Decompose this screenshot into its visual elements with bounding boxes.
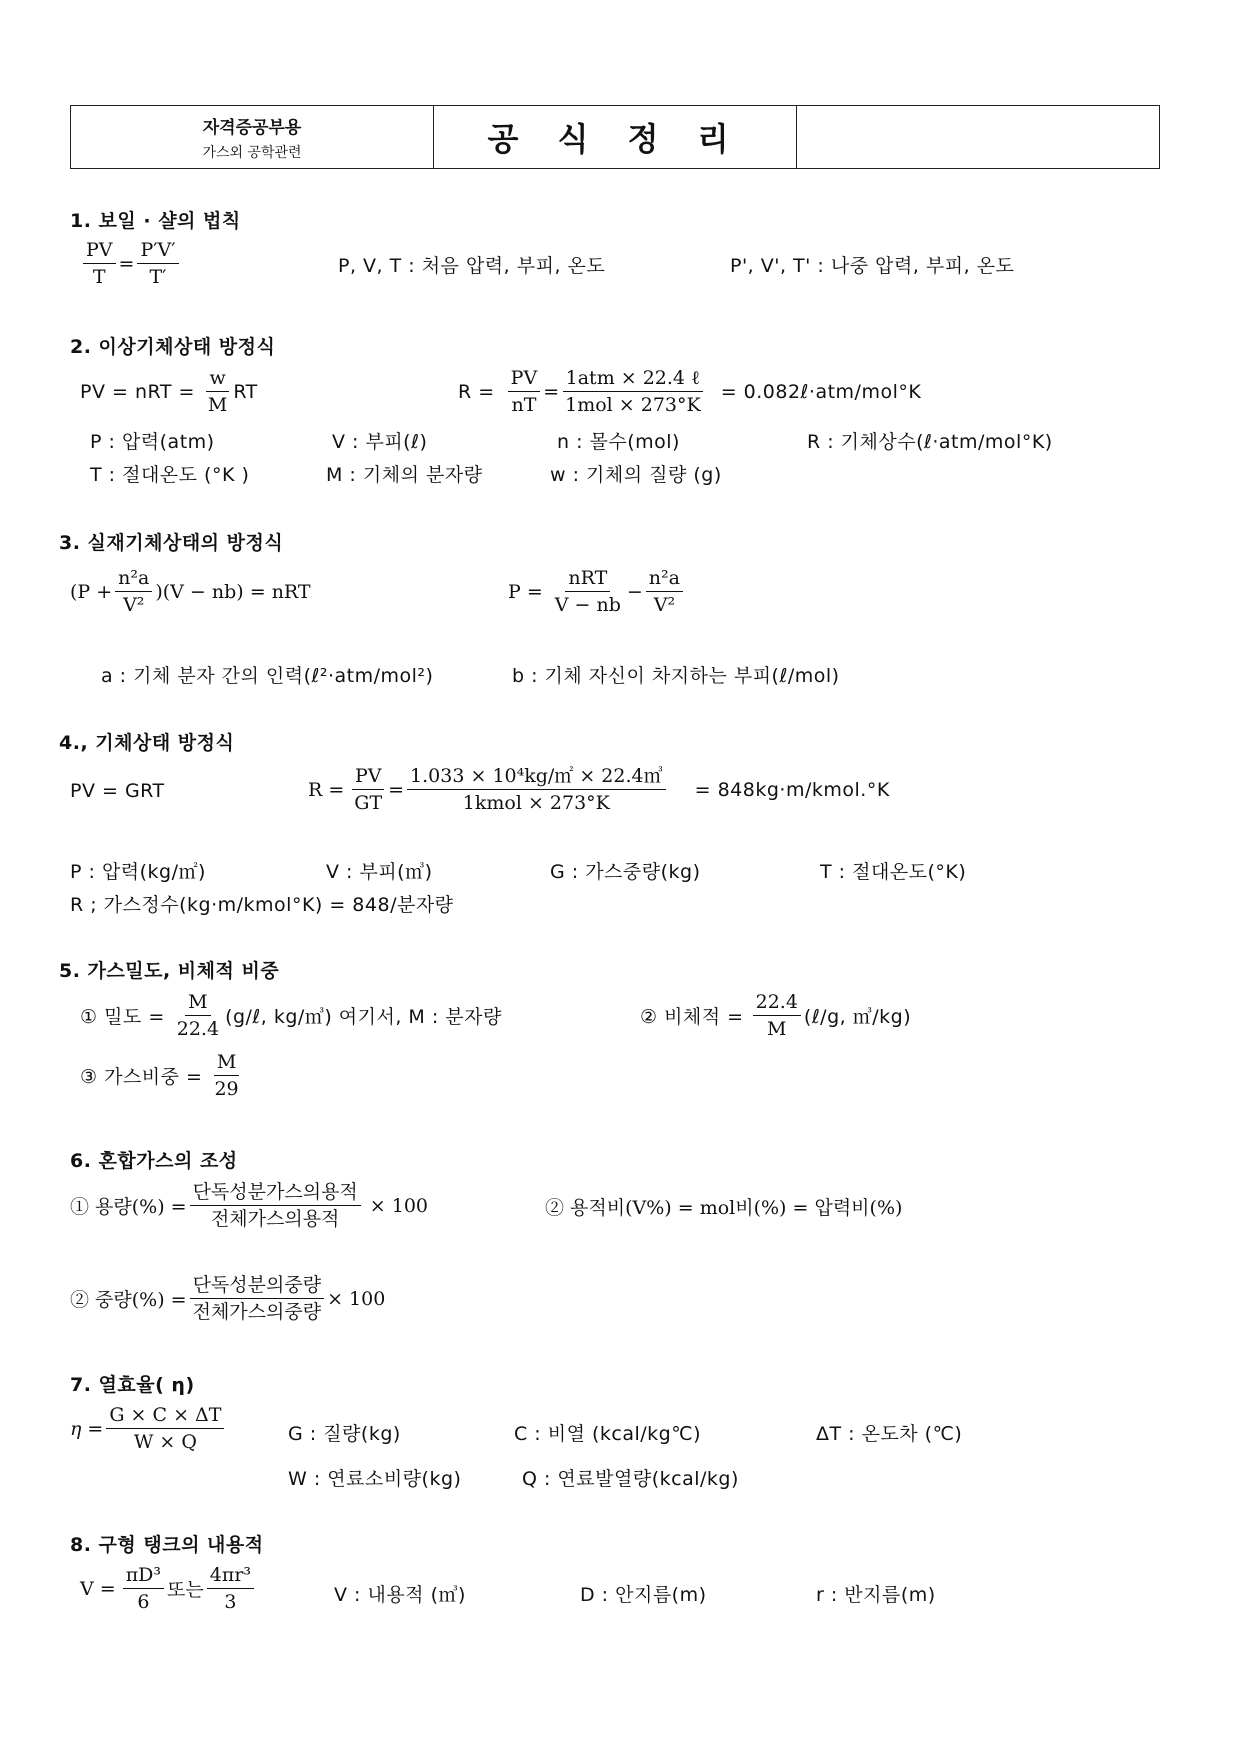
- header-cell-title: [434, 106, 797, 168]
- fraction-numerator: PV: [352, 764, 385, 790]
- section-4-title: 4., 기체상태 방정식: [59, 732, 235, 754]
- fraction-numerator: 1atm × 22.4 ℓ: [563, 366, 704, 392]
- variable-description: T : 절대온도 (°K ): [90, 464, 250, 486]
- fraction-numerator: πD³: [123, 1563, 164, 1589]
- equals-sign: =: [118, 252, 135, 275]
- fraction-denominator: 1kmol × 273°K: [462, 792, 610, 814]
- fraction-numerator: 단독성분가스의용적: [190, 1180, 361, 1206]
- fraction-denominator: M: [767, 1018, 787, 1040]
- variable-description: C : 비열 (kcal/kg℃): [514, 1423, 701, 1445]
- formula-text: RT: [233, 380, 258, 403]
- formula-text: ② 중량(%) =: [70, 1289, 187, 1311]
- fraction-numerator: G × C × ΔT: [106, 1403, 224, 1429]
- variable-description: Q : 연료발열량(kcal/kg): [522, 1468, 739, 1490]
- formula-text: (g/ℓ, kg/㎥) 여기서, M : 분자량: [225, 1006, 502, 1028]
- fraction-denominator: V − nb: [554, 594, 621, 616]
- fraction-numerator: PV: [83, 238, 116, 264]
- fraction-numerator: 4πr³: [207, 1563, 254, 1589]
- minus-sign: −: [626, 580, 643, 603]
- fraction-denominator: V²: [123, 594, 145, 616]
- variable-description: R ; 가스정수(kg·m/kmol°K) = 848/분자량: [70, 894, 454, 916]
- section-3-title: 3. 실재기체상태의 방정식: [59, 532, 284, 554]
- fraction-numerator: n²a: [115, 566, 152, 592]
- fraction-denominator: 29: [214, 1078, 239, 1100]
- variable-description: n : 몰수(mol): [557, 431, 680, 453]
- fraction-numerator: 1.033 × 10⁴kg/㎡ × 22.4㎥: [407, 764, 666, 790]
- formula-text: ② 비체적 =: [640, 1006, 744, 1028]
- formula-boyle-charles: [80, 238, 182, 289]
- equals-sign: =: [388, 778, 405, 801]
- variable-description: b : 기체 자신이 차지하는 부피(ℓ/mol): [512, 665, 840, 687]
- fraction-numerator: M: [214, 1050, 239, 1076]
- formula-text: × 100: [369, 1194, 429, 1217]
- fraction-denominator: 6: [137, 1591, 150, 1613]
- fraction-numerator: w: [206, 366, 228, 392]
- fraction-denominator: W × Q: [133, 1431, 197, 1453]
- fraction-denominator: nT: [511, 394, 537, 416]
- formula-van-der-waals-pressure: [508, 566, 686, 617]
- variable-description: G : 가스중량(kg): [550, 861, 701, 883]
- formula-text: (P +: [70, 580, 113, 603]
- fraction-denominator: 1mol × 273°K: [565, 394, 701, 416]
- variable-description: G : 질량(kg): [288, 1423, 401, 1445]
- formula-van-der-waals: [70, 566, 311, 617]
- formula-specific-volume: [640, 990, 911, 1041]
- section-1-title: 1. 보일 · 샬의 법칙: [70, 210, 241, 232]
- formula-gas-state: PV = GRT: [70, 780, 165, 802]
- formula-text: R =: [458, 380, 495, 403]
- variable-description: ΔT : 온도차 (℃): [816, 1423, 963, 1445]
- variable-description: P, V, T : 처음 압력, 부피, 온도: [338, 255, 606, 277]
- fraction-denominator: V²: [653, 594, 676, 616]
- header-table: [70, 105, 1160, 169]
- formula-text: 또는: [167, 1579, 204, 1601]
- header-cell-left: [71, 106, 434, 168]
- fraction-denominator: 전체가스의중량: [192, 1301, 322, 1323]
- formula-density: [80, 990, 502, 1041]
- fraction-denominator: 22.4: [176, 1018, 220, 1040]
- formula-sphere-volume: [80, 1563, 257, 1614]
- formula-gas-specific-gravity: [80, 1050, 245, 1101]
- variable-description: D : 안지름(m): [580, 1584, 707, 1606]
- header-cell-empty: [797, 106, 1159, 168]
- fraction-numerator: PV: [508, 366, 541, 392]
- formula-text: (ℓ/g, ㎥/kg): [803, 1006, 912, 1028]
- formula-volume-ratio: ② 용적비(V%) = mol비(%) = 압력비(%): [545, 1197, 903, 1219]
- variable-description: R : 기체상수(ℓ·atm/mol°K): [807, 431, 1053, 453]
- fraction-denominator: 3: [224, 1591, 237, 1613]
- formula-text: × 100: [327, 1287, 386, 1310]
- formula-gas-constant: [458, 366, 921, 417]
- header-category: 가스외 공학관련: [202, 144, 302, 161]
- fraction-denominator: 전체가스의용적: [210, 1208, 340, 1230]
- formula-text: P =: [508, 580, 543, 603]
- header-subject: 자격증공부용: [202, 117, 302, 138]
- formula-text: ① 용량(%) =: [70, 1196, 187, 1218]
- fraction-numerator: n²a: [646, 566, 683, 592]
- page-title: 공 식 정 리: [487, 120, 743, 158]
- fraction-numerator: 단독성분의중량: [190, 1273, 324, 1299]
- variable-description: w : 기체의 질량 (g): [550, 464, 722, 486]
- formula-thermal-efficiency: [70, 1403, 227, 1454]
- variable-description: M : 기체의 분자량: [326, 464, 483, 486]
- formula-volume-percent: [70, 1180, 428, 1231]
- fraction-numerator: M: [185, 990, 210, 1016]
- fraction-denominator: T: [92, 266, 106, 288]
- formula-text: ③ 가스비중 =: [80, 1066, 203, 1088]
- variable-description: r : 반지름(m): [816, 1584, 936, 1606]
- formula-result: = 848kg·m/kmol.°K: [694, 778, 890, 801]
- formula-weight-percent: [70, 1273, 385, 1324]
- formula-text: η =: [70, 1417, 104, 1440]
- fraction-numerator: P′V′: [137, 238, 178, 264]
- formula-gas-constant-si: [308, 764, 890, 815]
- formula-ideal-gas: [80, 366, 258, 417]
- variable-description: V : 부피(㎥): [326, 861, 433, 883]
- variable-description: a : 기체 분자 간의 인력(ℓ²·atm/mol²): [101, 665, 434, 687]
- variable-description: P : 압력(atm): [90, 431, 215, 453]
- formula-text: V =: [80, 1577, 116, 1600]
- formula-text: PV = nRT =: [80, 380, 195, 403]
- section-7-title: 7. 열효율( η): [70, 1374, 195, 1396]
- equals-sign: =: [543, 380, 560, 403]
- fraction-numerator: 22.4: [753, 990, 801, 1016]
- formula-text: R =: [308, 778, 345, 801]
- section-6-title: 6. 혼합가스의 조성: [70, 1150, 238, 1172]
- formula-text: ① 밀도 =: [80, 1006, 165, 1028]
- variable-description: V : 부피(ℓ): [332, 431, 428, 453]
- section-5-title: 5. 가스밀도, 비체적 비중: [59, 960, 280, 982]
- variable-description: P', V', T' : 나중 압력, 부피, 온도: [730, 255, 1015, 277]
- fraction-numerator: nRT: [565, 566, 610, 592]
- fraction-denominator: M: [207, 394, 228, 416]
- formula-text: )(V − nb) = nRT: [155, 580, 311, 603]
- variable-description: P : 압력(kg/㎡): [70, 861, 206, 883]
- formula-result: = 0.082ℓ·atm/mol°K: [720, 380, 922, 403]
- variable-description: T : 절대온도(°K): [820, 861, 967, 883]
- section-2-title: 2. 이상기체상태 방정식: [70, 336, 276, 358]
- variable-description: V : 내용적 (㎥): [334, 1584, 466, 1606]
- fraction-denominator: T′: [149, 266, 167, 288]
- variable-description: W : 연료소비량(kg): [288, 1468, 462, 1490]
- section-8-title: 8. 구형 탱크의 내용적: [70, 1534, 264, 1556]
- fraction-denominator: GT: [354, 792, 383, 814]
